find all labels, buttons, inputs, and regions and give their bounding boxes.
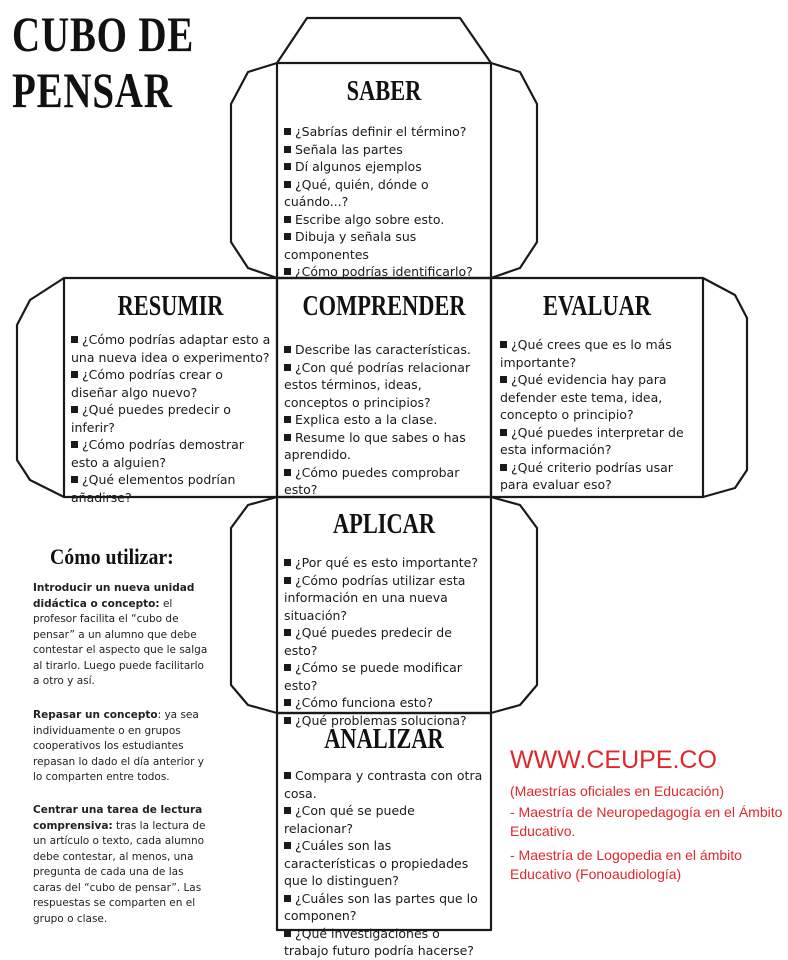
- list-item: [71, 366, 271, 401]
- list-item: [284, 890, 484, 925]
- list-item: [284, 464, 486, 499]
- square-bullet-icon: [71, 336, 78, 343]
- square-bullet-icon: [284, 577, 291, 584]
- list-item-text: ¿Qué puedes predecir o inferir?: [71, 402, 231, 435]
- aplicar-right-flap: [491, 497, 537, 713]
- list-item-text: ¿Cómo puedes comprobar esto?: [284, 464, 460, 497]
- howto-paragraph-3: [33, 803, 208, 927]
- list-item-text: Explica esto a la clase.: [295, 412, 438, 427]
- howto-text-3: tras la lectura de un artículo o texto, cada alumno debe contestar, al menos, una pregunta de cada una de las caras del “cubo de pensar”. Las respuestas se comparten en el grupo o clase.: [33, 819, 206, 925]
- square-bullet-icon: [284, 895, 291, 902]
- face-title-resumir: RESUMIR: [117, 291, 224, 322]
- howto-lead-2: Repasar un concepto: [33, 709, 158, 721]
- ceupe-website-link[interactable]: WWW.CEUPE.CO: [510, 746, 717, 774]
- square-bullet-icon: [284, 163, 291, 170]
- list-item: [284, 123, 484, 141]
- list-item: [284, 659, 484, 694]
- list-item-text: ¿Qué investigaciones o trabajo futuro podría hacerse?: [284, 925, 474, 958]
- resumir-left-flap: [17, 278, 64, 497]
- list-item: [284, 341, 486, 359]
- list-item: [284, 767, 484, 802]
- face-title-evaluar: EVALUAR: [543, 291, 651, 322]
- square-bullet-icon: [284, 364, 291, 371]
- howto-paragraph-1: [33, 581, 208, 690]
- list-item: [284, 228, 484, 263]
- list-item-text: ¿Cómo podrías identificarlo?: [295, 264, 473, 279]
- square-bullet-icon: [284, 146, 291, 153]
- list-item-text: Dibuja y señala sus componentes: [284, 229, 417, 262]
- evaluar-right-flap: [703, 278, 747, 497]
- list-item: [71, 436, 271, 471]
- square-bullet-icon: [71, 406, 78, 413]
- list-item: [284, 411, 486, 429]
- list-item: [71, 331, 271, 366]
- square-bullet-icon: [284, 664, 291, 671]
- face-title-analizar: ANALIZAR: [324, 724, 444, 755]
- list-item: [284, 359, 486, 412]
- howto-paragraph-2: [33, 708, 208, 786]
- aplicar-left-flap: [231, 497, 277, 713]
- face-title-saber: SABER: [346, 76, 422, 107]
- list-item-text: Escribe algo sobre esto.: [295, 211, 445, 227]
- list-item-text: ¿Qué criterio podrías usar para evaluar eso?: [500, 459, 673, 492]
- page-title-line2: PENSAR: [12, 62, 173, 118]
- list-item: [284, 624, 484, 659]
- list-item: [284, 211, 484, 229]
- list-item-text: ¿Cómo podrías utilizar esta información en una nueva situación?: [284, 572, 466, 623]
- list-item-text: Describe las características.: [295, 342, 471, 357]
- list-item-text: ¿Qué, quién, dónde o cuándo...?: [284, 176, 429, 209]
- list-item-text: ¿Qué puedes interpretar de esta información?: [500, 424, 684, 457]
- list-item-text: Resume lo que sabes o has aprendido.: [284, 429, 466, 462]
- howto-text-1: el profesor facilita el “cubo de pensar” a un alumno que debe contestar el aspecto que le salga al tirarlo. Luego puede facilitarlo a otro y así.: [33, 597, 208, 687]
- square-bullet-icon: [284, 772, 291, 779]
- square-bullet-icon: [500, 376, 507, 383]
- square-bullet-icon: [500, 464, 507, 471]
- face-list-comprender: [284, 341, 486, 499]
- list-item-text: Señala las partes: [295, 141, 403, 157]
- square-bullet-icon: [284, 346, 291, 353]
- square-bullet-icon: [284, 559, 291, 566]
- promo-line-1: (Maestrías oficiales en Educación): [510, 783, 724, 799]
- promo-line-3: - Maestría de Logopedia en el ámbito Educativo (Fonoaudiología): [510, 847, 742, 882]
- list-item-text: ¿Cómo podrías adaptar esto a una nueva idea o experimento?: [71, 332, 271, 365]
- list-item-text: ¿Qué puedes predecir de esto?: [284, 625, 452, 658]
- square-bullet-icon: [284, 181, 291, 188]
- square-bullet-icon: [284, 930, 291, 937]
- face-list-analizar: [284, 767, 484, 960]
- list-item-text: Compara y contrasta con otra cosa.: [284, 768, 483, 801]
- list-item: [284, 429, 486, 464]
- page-title-line1: CUBO DE: [12, 6, 195, 62]
- face-list-resumir: [71, 331, 271, 506]
- list-item: [71, 471, 271, 506]
- list-item-text: ¿Qué elementos podrían añadirse?: [71, 472, 236, 505]
- face-list-saber: [284, 123, 484, 281]
- list-item: [284, 141, 484, 159]
- list-item: [284, 158, 484, 176]
- square-bullet-icon: [71, 441, 78, 448]
- list-item: [71, 401, 271, 436]
- saber-left-flap: [231, 63, 277, 278]
- list-item: [284, 572, 484, 625]
- square-bullet-icon: [500, 341, 507, 348]
- face-list-aplicar: [284, 554, 484, 729]
- square-bullet-icon: [284, 629, 291, 636]
- list-item-text: ¿Con qué se puede relacionar?: [284, 803, 415, 836]
- list-item-text: ¿Con qué podrías relacionar estos términos, ideas, conceptos o principios?: [284, 359, 471, 410]
- list-item-text: ¿Qué problemas soluciona?: [295, 712, 467, 728]
- list-item-text: ¿Cómo funciona esto?: [295, 695, 433, 710]
- list-item: [500, 336, 698, 371]
- list-item: [284, 694, 484, 712]
- list-item: [500, 371, 698, 424]
- list-item-text: ¿Cómo podrías crear o diseñar algo nuevo?: [71, 367, 223, 400]
- square-bullet-icon: [284, 434, 291, 441]
- square-bullet-icon: [284, 842, 291, 849]
- square-bullet-icon: [284, 807, 291, 814]
- list-item: [284, 802, 484, 837]
- square-bullet-icon: [284, 233, 291, 240]
- square-bullet-icon: [284, 416, 291, 423]
- top-tab: [277, 18, 491, 63]
- square-bullet-icon: [284, 699, 291, 706]
- howto-lead-3: Centrar una tarea de lectura comprensiva:: [33, 804, 203, 832]
- face-title-comprender: COMPRENDER: [302, 291, 466, 322]
- list-item-text: ¿Cómo se puede modificar esto?: [284, 660, 462, 693]
- page-title: [12, 6, 194, 118]
- list-item: [284, 263, 484, 281]
- promo-line-2: - Maestría de Neuropedagogía en el Ámbito Educativo.: [510, 804, 783, 839]
- list-item: [284, 925, 484, 960]
- list-item-text: ¿Sabrías definir el término?: [295, 124, 467, 139]
- square-bullet-icon: [284, 128, 291, 135]
- face-title-aplicar: APLICAR: [332, 509, 436, 540]
- square-bullet-icon: [500, 429, 507, 436]
- saber-right-flap: [491, 63, 537, 278]
- howto-title: Cómo utilizar:: [50, 544, 174, 569]
- list-item-text: ¿Cuáles son las características o propiedades que lo distinguen?: [284, 838, 469, 888]
- list-item: [284, 554, 484, 572]
- list-item-text: ¿Cuáles son las partes que lo componen?: [284, 890, 478, 923]
- list-item: [500, 424, 698, 459]
- square-bullet-icon: [284, 469, 291, 476]
- howto-lead-1: Introducir un nueva unidad didáctica o concepto:: [33, 582, 195, 610]
- face-list-evaluar: [500, 336, 698, 494]
- square-bullet-icon: [71, 371, 78, 378]
- list-item-text: ¿Cómo podrías demostrar esto a alguien?: [71, 437, 244, 470]
- square-bullet-icon: [71, 476, 78, 483]
- list-item-text: ¿Qué crees que es lo más importante?: [500, 337, 672, 370]
- list-item: [500, 459, 698, 494]
- list-item: [284, 176, 484, 211]
- list-item: [284, 837, 484, 890]
- square-bullet-icon: [284, 268, 291, 275]
- list-item-text: ¿Por qué es esto importante?: [295, 555, 478, 570]
- howto-text-2: : ya sea individuamente o en grupos cooperativos los estudiantes repasan lo dado el día anterior y lo comparten entre todos.: [33, 709, 205, 783]
- square-bullet-icon: [284, 717, 291, 724]
- list-item-text: ¿Qué evidencia hay para defender este tema, idea, concepto o principio?: [500, 372, 667, 422]
- square-bullet-icon: [284, 216, 291, 223]
- list-item-text: Dí algunos ejemplos: [295, 159, 422, 174]
